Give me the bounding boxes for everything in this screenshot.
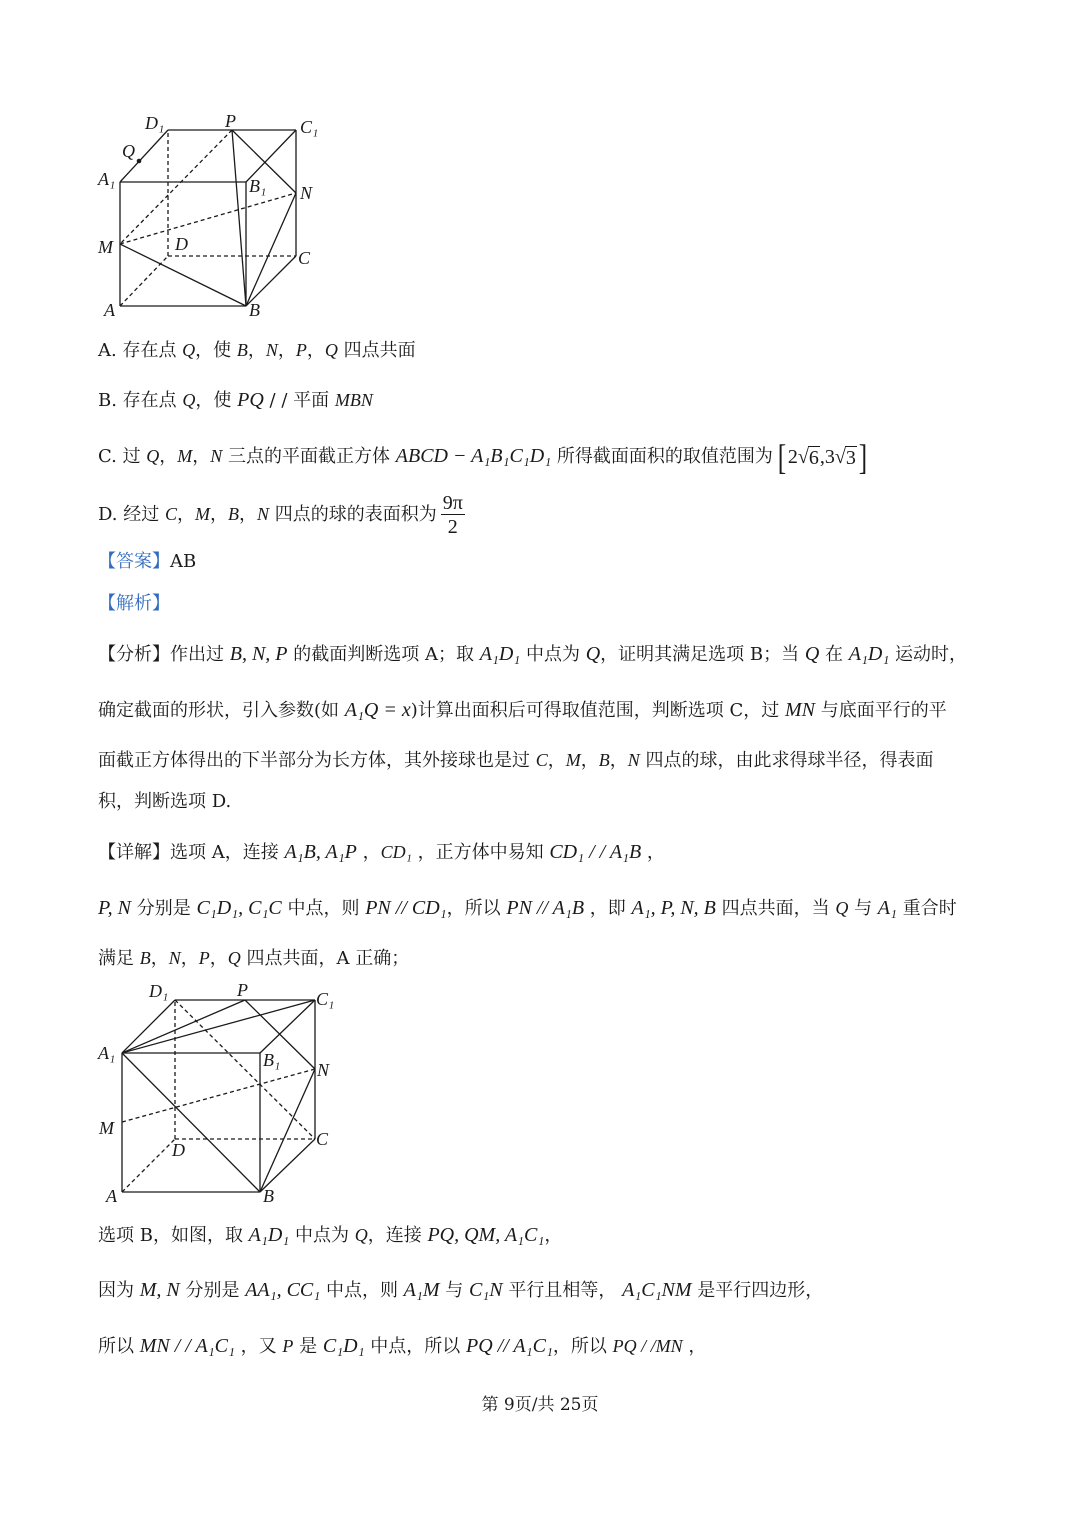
text-run: 所得截面面积的取值范围为 xyxy=(551,446,773,467)
math-expression: PQ xyxy=(237,389,264,411)
text-run: D. 经过 xyxy=(98,504,165,525)
text-run: 四点共面，A 正确； xyxy=(240,948,410,969)
math-expression: A₁D₁ xyxy=(479,643,521,665)
math-variable: M xyxy=(194,504,210,524)
fraction-denominator: 2 xyxy=(447,515,458,538)
analysis-tag: 【解析】 xyxy=(98,593,170,614)
body-line xyxy=(98,838,665,866)
math-variable: P xyxy=(198,948,210,968)
text-run: 中点，则 xyxy=(320,1280,404,1301)
text-run: ， xyxy=(609,750,628,771)
label-c1: C₁ xyxy=(316,989,335,1009)
radical-sign: √ xyxy=(797,446,809,468)
interval-upper-radicand: 3 xyxy=(845,446,856,469)
label-b: B xyxy=(249,300,260,320)
text-run: B. 存在点 xyxy=(98,390,183,411)
section-lines xyxy=(120,130,296,306)
segment-p-b xyxy=(232,130,246,306)
text-run: ，证明其满足选项 B；当 xyxy=(600,644,805,665)
math-expression: B, N, P xyxy=(229,643,288,665)
text-run: ， xyxy=(159,446,178,467)
text-run: 四点共面，当 xyxy=(715,898,836,919)
text-run: ，所以 xyxy=(446,898,507,919)
point-q-dot xyxy=(137,159,142,164)
label-a: A xyxy=(104,300,115,320)
math-variable: Q xyxy=(324,340,338,360)
math-variable: Q xyxy=(835,898,849,918)
math-expression: A₁, P, N, B xyxy=(631,897,716,919)
math-expression: PQ // A₁C₁ xyxy=(466,1335,553,1357)
text-run: ， xyxy=(356,842,381,863)
math-variable: B xyxy=(598,750,610,770)
page-number-footer: 第 9页/共 25页 xyxy=(481,1395,599,1415)
text-run: )计算出面积后可得取值范围，判断选项 C，过 xyxy=(410,700,785,721)
label-d: D xyxy=(172,1140,185,1160)
option-b xyxy=(98,386,373,414)
math-variable: M xyxy=(565,750,581,770)
label-b: B xyxy=(263,1186,274,1206)
body-line xyxy=(98,944,409,972)
segment-n-b xyxy=(246,193,296,306)
math-variable: MBN xyxy=(334,390,373,410)
label-c: C xyxy=(316,1129,329,1149)
text-run: 四点的球的表面积为 xyxy=(269,504,437,525)
text-run: ， xyxy=(306,340,325,361)
label-c: C xyxy=(298,248,311,268)
math-variable: Q xyxy=(227,948,241,968)
label-d: D xyxy=(175,234,188,254)
math-variable: C xyxy=(164,504,177,524)
text-run: 与 xyxy=(848,898,878,919)
radical-sign: √ xyxy=(834,446,846,468)
text-run: 三点的平面截正方体 xyxy=(222,446,396,467)
option-d xyxy=(98,488,465,540)
math-expression: MN xyxy=(785,699,815,721)
body-line xyxy=(98,1221,562,1249)
math-expression: C₁D₁, C₁C xyxy=(196,897,282,919)
math-variable: N xyxy=(256,504,269,524)
answer-value: AB xyxy=(170,551,197,572)
math-expression: A₁D₁ xyxy=(248,1224,290,1246)
text-run: A. 存在点 xyxy=(98,340,183,361)
text-run: ， xyxy=(192,446,211,467)
segment-p-m xyxy=(120,130,232,244)
text-run: 【详解】选项 A，连接 xyxy=(98,842,285,863)
label-n: N xyxy=(300,183,313,203)
text-run: 四点共面 xyxy=(337,340,416,361)
interval-expression xyxy=(776,439,869,475)
body-line xyxy=(98,1332,706,1360)
math-expression: A₁Q = x xyxy=(344,699,411,721)
text-run: 中点，则 xyxy=(281,898,366,919)
math-variable: C xyxy=(535,750,548,770)
interval-upper-coefficient: 3 xyxy=(824,446,835,468)
body-line xyxy=(98,788,231,816)
cube-figure-2 xyxy=(90,975,350,1215)
text-run: 选项 B，如图，取 xyxy=(98,1225,249,1246)
option-d-text xyxy=(98,504,437,525)
label-p: P xyxy=(237,980,248,1000)
option-a xyxy=(98,336,416,364)
body-line xyxy=(98,1276,823,1304)
text-run: 因为 xyxy=(98,1280,140,1301)
text-run: ， xyxy=(682,1336,707,1357)
math-variable: Q xyxy=(182,390,196,410)
math-expression: C₁D₁ xyxy=(322,1335,365,1357)
text-run: ，又 xyxy=(234,1336,283,1357)
label-n: N xyxy=(317,1060,330,1080)
text-run: 积，判断选项 D. xyxy=(98,791,232,812)
math-variable: N xyxy=(210,446,223,466)
math-variable: Q xyxy=(354,1225,368,1245)
math-expression: PN // CD₁ xyxy=(365,897,447,919)
text-run: 满足 xyxy=(98,948,140,969)
math-expression: Q xyxy=(804,643,820,665)
body-line xyxy=(98,746,934,774)
math-variable: N xyxy=(627,750,640,770)
answer-line xyxy=(98,548,196,576)
math-expression: C₁N xyxy=(468,1279,503,1301)
math-variable: Q xyxy=(182,340,196,360)
text-run: 在 xyxy=(819,644,849,665)
edge-c-b xyxy=(246,256,296,306)
math-expression: AA₁, CC₁ xyxy=(245,1279,321,1301)
segment-a1-c1 xyxy=(122,1000,315,1053)
math-expression: Q xyxy=(585,643,601,665)
text-run: 中点为 xyxy=(520,644,586,665)
label-m: M xyxy=(99,1118,114,1138)
segment-a1-p xyxy=(122,1000,245,1053)
text-run: 中点为 xyxy=(289,1225,355,1246)
text-run: 重合时 xyxy=(896,898,957,919)
label-a1: A₁ xyxy=(98,169,116,189)
math-expression: A₁C₁NM xyxy=(622,1279,692,1301)
text-run: ， xyxy=(150,948,169,969)
text-run: 分别是 xyxy=(130,898,197,919)
answer-tag: 【答案】 xyxy=(98,551,170,572)
body-line xyxy=(98,894,957,922)
math-variable: N xyxy=(168,948,181,968)
hidden-edge-a-d xyxy=(122,1139,175,1192)
text-run: ， xyxy=(238,504,257,525)
text-run: C. 过 xyxy=(98,446,147,467)
math-expression: CD₁ / / A₁B xyxy=(549,841,642,863)
math-variable: PQ / /MN xyxy=(612,1336,683,1356)
text-run: ， xyxy=(580,750,599,771)
text-run: ，使 xyxy=(195,340,237,361)
left-bracket: [ xyxy=(777,437,787,477)
label-b1: B₁ xyxy=(263,1050,281,1070)
label-p: P xyxy=(225,111,236,131)
text-run: 与 xyxy=(439,1280,469,1301)
text-run: 平行且相等， xyxy=(502,1280,623,1301)
segment-m-n xyxy=(120,193,296,244)
body-line xyxy=(98,640,967,668)
label-a: A xyxy=(106,1186,117,1206)
text-run: 确定截面的形状，引入参数(如 xyxy=(98,700,345,721)
right-bracket: ] xyxy=(858,437,868,477)
text-run: ， xyxy=(209,504,228,525)
label-b1: B₁ xyxy=(249,176,267,196)
math-variable: CD₁ xyxy=(380,842,412,862)
math-expression: A₁ xyxy=(877,897,897,919)
analysis-heading xyxy=(98,590,170,618)
text-run: ，所以 xyxy=(552,1336,613,1357)
label-q: Q xyxy=(122,141,135,161)
text-run: ， xyxy=(544,1225,563,1246)
fraction xyxy=(441,492,465,539)
text-run: 的截面判断选项 A；取 xyxy=(287,644,480,665)
text-run: 四点的球，由此求得球半径，得表面 xyxy=(639,750,934,771)
construction-lines xyxy=(122,1000,315,1192)
math-variable: B xyxy=(227,504,239,524)
interval-lower-radicand: 6 xyxy=(808,446,819,469)
text-run: 所以 xyxy=(98,1336,140,1357)
text-run: ， xyxy=(547,750,566,771)
label-c1: C₁ xyxy=(300,117,319,137)
label-d1: D₁ xyxy=(145,113,165,133)
text-run: 是平行四边形， xyxy=(691,1280,824,1301)
text-run: ， xyxy=(247,340,266,361)
text-run: 【分析】作出过 xyxy=(98,644,230,665)
edge-b1-c1 xyxy=(246,130,296,182)
math-expression: A₁M xyxy=(403,1279,440,1301)
math-expression: A₁B, A₁P xyxy=(284,841,357,863)
cube-figure-1 xyxy=(90,100,340,325)
math-expression: P, N xyxy=(98,897,131,919)
math-variable: Q xyxy=(146,446,160,466)
text-run: ，使 xyxy=(195,390,238,411)
math-expression: PN // A₁B xyxy=(506,897,585,919)
edge-c-b xyxy=(260,1139,315,1192)
text-run: ，正方体中易知 xyxy=(411,842,550,863)
math-expression: PQ, QM, A₁C₁ xyxy=(427,1224,545,1246)
text-run: ，即 xyxy=(584,898,632,919)
text-run: 面截正方体得出的下半部分为长方体，其外接球也是过 xyxy=(98,750,536,771)
text-run: 是 xyxy=(293,1336,323,1357)
math-expression: ABCD − A₁B₁C₁D₁ xyxy=(395,445,552,467)
text-run: 分别是 xyxy=(179,1280,246,1301)
math-variable: B xyxy=(236,340,248,360)
math-variable: B xyxy=(139,948,151,968)
math-variable: N xyxy=(265,340,278,360)
segment-m-n xyxy=(122,1069,315,1122)
option-c xyxy=(98,436,869,476)
fraction-numerator: 9π xyxy=(442,491,463,514)
text-run: ， xyxy=(209,948,228,969)
body-line xyxy=(98,696,947,724)
math-variable: P xyxy=(282,1336,294,1356)
text-run: 中点，所以 xyxy=(364,1336,467,1357)
text-run: ， xyxy=(176,504,195,525)
label-m: M xyxy=(98,237,113,257)
label-d1: D₁ xyxy=(149,981,169,1001)
interval-separator: , xyxy=(819,446,825,468)
option-c-text xyxy=(98,446,773,467)
text-run: / / 平面 xyxy=(263,390,335,411)
text-run: ， xyxy=(180,948,199,969)
math-variable: P xyxy=(295,340,307,360)
math-expression: MN / / A₁C₁ xyxy=(139,1335,235,1357)
text-run: ，连接 xyxy=(367,1225,428,1246)
text-run: 运动时， xyxy=(889,644,968,665)
text-run: 与底面平行的平 xyxy=(815,700,947,721)
text-run: ， xyxy=(641,842,665,863)
vertex-labels xyxy=(97,980,334,1206)
math-expression: A₁D₁ xyxy=(848,643,890,665)
math-variable: M xyxy=(177,446,193,466)
math-expression: M, N xyxy=(139,1279,180,1301)
vertex-labels xyxy=(97,111,318,320)
interval-lower-coefficient: 2 xyxy=(787,446,798,468)
text-run: ， xyxy=(277,340,296,361)
label-a1: A₁ xyxy=(98,1043,116,1063)
